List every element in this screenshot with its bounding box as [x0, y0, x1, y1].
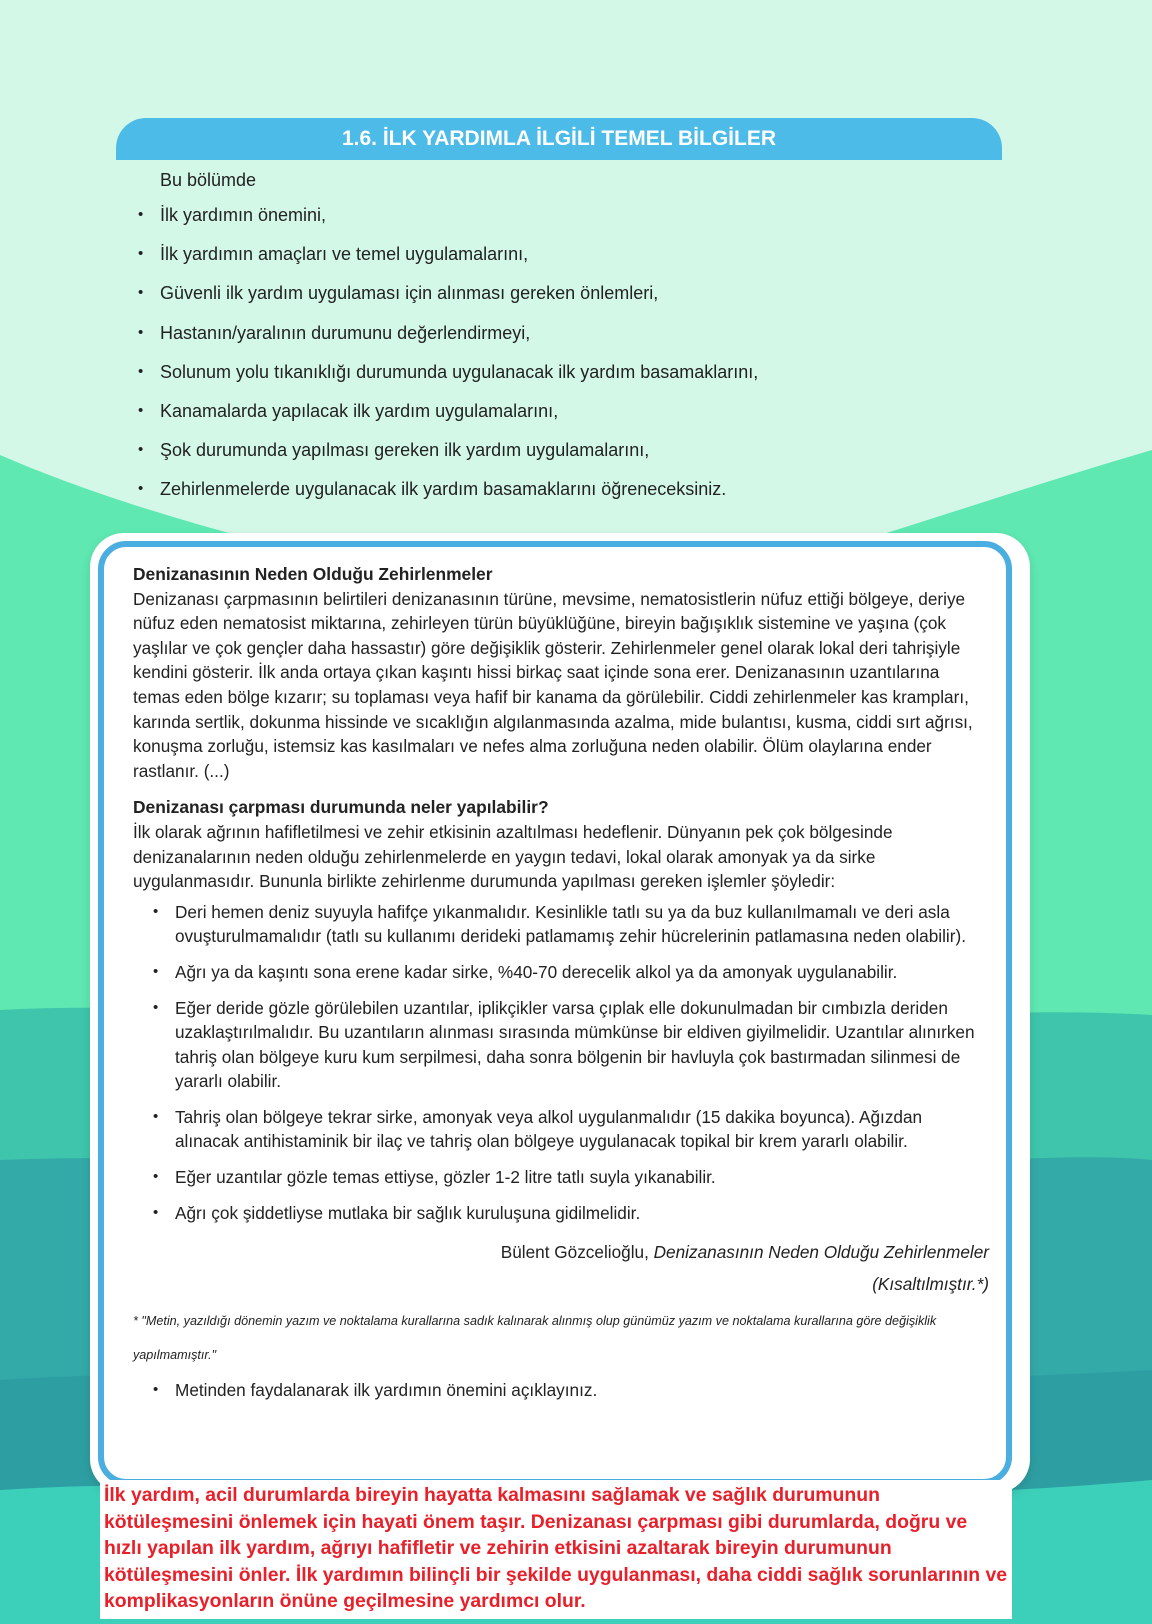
step-item: • Eğer deride gözle görülebilen uzantılar, iplikçikler varsa çıplak elle dokunulmadan bir cımbızla deriden uzaklaştırılmalıdır. Bu uzantıların alınması sırasında mümkünse bir eldiven giyilmelidir. Uzantılar alınırken tahriş olan bölgeye kuru kum serpilmesi, daha sonra bölgenin bir havluyla çok bastırmadan silinmesi de yararlı olabilir. [133, 996, 989, 1094]
source-title: Denizanasının Neden Olduğu Zehirlenmeler [653, 1242, 989, 1263]
step-item: • Eğer uzantılar gözle temas ettiyse, gözler 1-2 litre tatlı suyla yıkanabilir. [133, 1165, 989, 1190]
answer-text: İlk yardım, acil durumlarda bireyin hayatta kalmasını sağlamak ve sağlık durumunun kötüleşmesini önlemek için hayati önem taşır. Denizanası çarpması gibi durumlarda, doğru ve hızlı yapılan ilk yardım, ağrıyı hafifletir ve zehirin etkisini azaltarak bireyin durumunun kötüleşmesini önler. İlk yardımın bilinçli bir şekilde uygulanması, daha ciddi sağlık sorunlarının ve komplikasyonların önüne geçilmesine yardımcı olur. [100, 1480, 1012, 1619]
article-subtitle: Denizanası çarpması durumunda neler yapılabilir? [133, 797, 549, 818]
abridged-note: (Kısaltılmıştır.*) [872, 1274, 989, 1295]
reading-text [133, 562, 989, 1414]
article-paragraph: İlk olarak ağrının hafifletilmesi ve zehir etkisinin azaltılması hedeflenir. Dünyanın pek çok bölgesinde denizanalarının neden olduğu zehirlenmelerde en yaygın tedavi, lokal olarak amonyak ya da sirke uygulanmasıdır. Bununla birlikte zehirlenme durumunda yapılması gereken işlemler şöyledir: [133, 821, 893, 892]
source-citation [133, 1236, 989, 1300]
steps-list [133, 900, 989, 1226]
step-item: • Tahriş olan bölgeye tekrar sirke, amonyak veya alkol uygulanmalıdır (15 dakika boyunca). Ağızdan alınacak antihistaminik bir ilaç ve tahriş olan bölgeye uygulanacak topikal bir krem yararlı olabilir. [133, 1105, 989, 1154]
question-list [133, 1378, 989, 1403]
step-item: • Ağrı ya da kaşıntı sona erene kadar sirke, %40-70 derecelik alkol ya da amonyak uygulanabilir. [133, 960, 989, 985]
objective-item: • Solunum yolu tıkanıklığı durumunda uygulanacak ilk yardım basamaklarını, [136, 360, 1036, 399]
footnote: * "Metin, yazıldığı dönemin yazım ve noktalama kurallarına sadık kalınarak alınmış olup günümüz yazım ve noktalama kurallarına göre değişiklik yapılmamıştır." [133, 1314, 937, 1363]
step-item: • Ağrı çok şiddetliyse mutlaka bir sağlık kuruluşuna gidilmelidir. [133, 1201, 989, 1226]
intro-section [136, 170, 1036, 517]
intro-lead: Bu bölümde [160, 170, 257, 190]
objective-item: • İlk yardımın amaçları ve temel uygulamalarını, [136, 242, 1036, 281]
article-title: Denizanasının Neden Olduğu Zehirlenmeler [133, 564, 493, 584]
objective-item: • Kanamalarda yapılacak ilk yardım uygulamalarını, [136, 399, 1036, 438]
step-item: • Deri hemen deniz suyuyla hafifçe yıkanmalıdır. Kesinlikle tatlı su ya da buz kullanılmamalı ve deri asla ovuşturulmamalıdır (tatlı su kullanımı derideki patlamamış zehir hücrelerinin patlamasına neden olabilir). [133, 900, 989, 949]
objective-item: • Hastanın/yaralının durumunu değerlendirmeyi, [136, 321, 1036, 360]
objectives-list [136, 203, 1036, 517]
objective-item: • İlk yardımın önemini, [136, 203, 1036, 242]
section-heading: 1.6. İLK YARDIMLA İLGİLİ TEMEL BİLGİLER [116, 118, 1002, 160]
article-paragraph: Denizanası çarpmasının belirtileri denizanasının türüne, mevsime, nematosistlerin nüfuz ettiği bölgeye, deriye nüfuz eden nematosist miktarına, zehirleyen türün büyüklüğüne, bireyin bağışıklık sistemine ve yaşına (çok yaşlılar ve çok gençler daha hassastır) göre değişiklik gösterir. Zehirlenmeler genel olarak lokal deri tahrişiyle kendini gösterir. İlk anda ortaya çıkan kaşıntı hissi birkaç saat içinde sona erer. Denizanasının uzantılarına temas eden bölge kızarır; su toplaması veya hafif bir kanama da görülebilir. Ciddi zehirlenmeler kas krampları, karında sertlik, dokunma hissinde ve sıcaklığın algılanmasında azalma, mide bulantısı, kusma, ciddi sırt ağrısı, konuşma zorluğu, istemsiz kas kasılmaları ve nefes alma zorluğuna neden olabilir. Ölüm olaylarına ender rastlanır. (...) [133, 588, 973, 781]
objective-item: • Zehirlenmelerde uygulanacak ilk yardım basamaklarını öğreneceksiniz. [136, 477, 1036, 516]
objective-item: • Şok durumunda yapılması gereken ilk yardım uygulamalarını, [136, 438, 1036, 477]
question-item: • Metinden faydalanarak ilk yardımın önemini açıklayınız. [133, 1378, 989, 1403]
objective-item: • Güvenli ilk yardım uygulaması için alınması gereken önlemleri, [136, 281, 1036, 320]
source-author: Bülent Gözcelioğlu, [500, 1242, 649, 1263]
